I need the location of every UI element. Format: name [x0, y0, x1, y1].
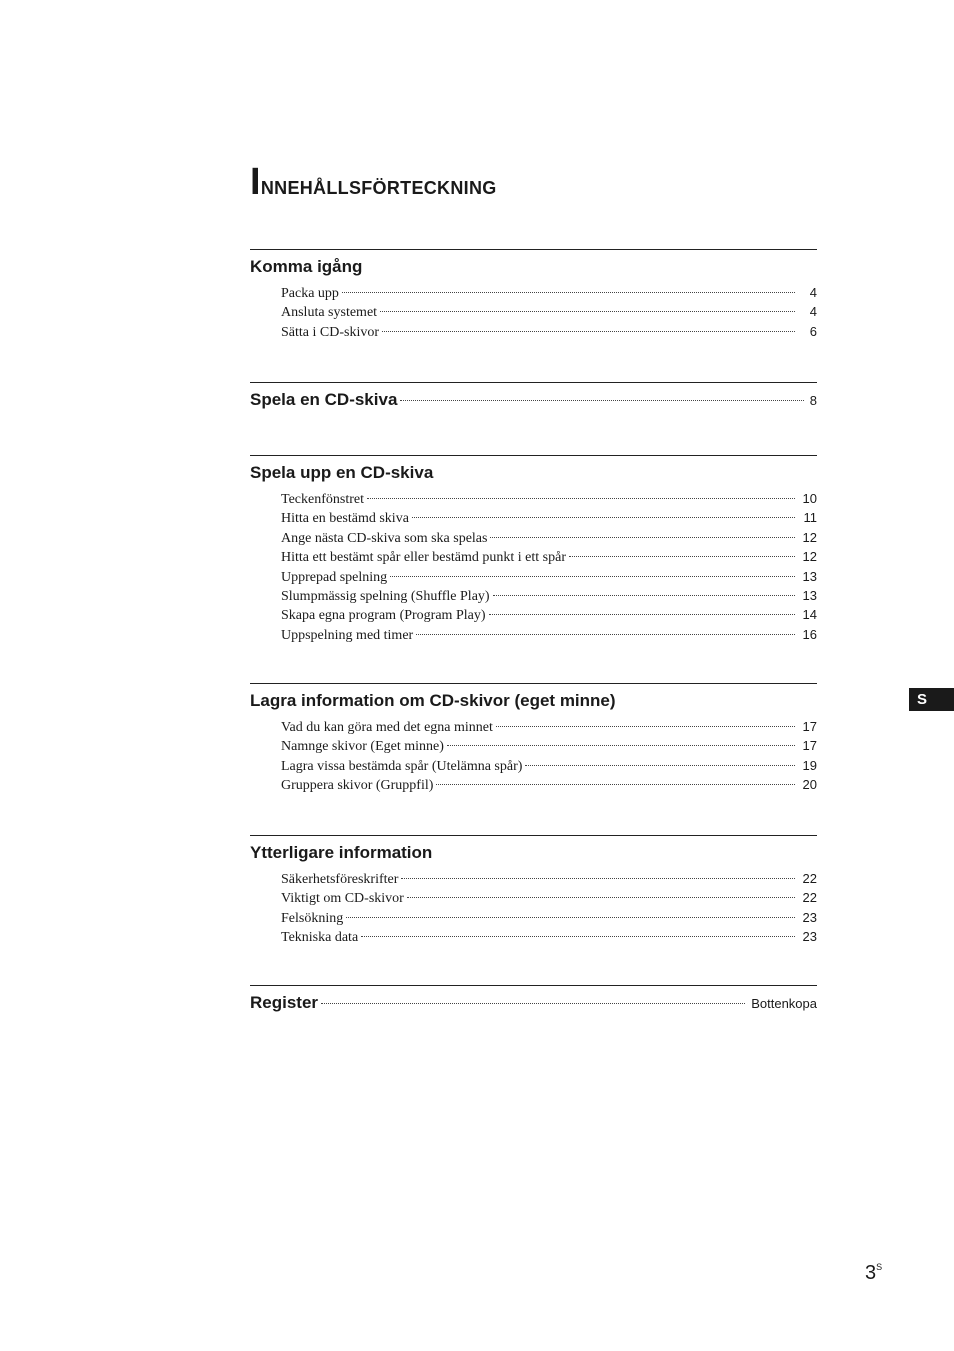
toc-entry[interactable]: [281, 908, 817, 927]
dot-leader: [416, 634, 795, 635]
entry-page: 10: [802, 491, 817, 506]
entry-page: 4: [809, 304, 817, 320]
entry-page: 4: [809, 285, 817, 300]
entry-label: Namnge skivor (Eget minne): [281, 739, 444, 755]
entry-label: Uppspelning med timer: [281, 627, 414, 643]
dot-leader: [489, 614, 796, 615]
dot-leader: [436, 784, 795, 785]
entry-page: 12: [802, 549, 817, 565]
toc-section-spela-upp: [250, 455, 817, 644]
entry-page: 17: [802, 738, 817, 754]
section-heading: Komma igång: [250, 257, 363, 276]
toc-section-spela-en-cd-skiva: [250, 382, 817, 411]
entry-label: Viktigt om CD-skivor: [281, 891, 404, 907]
toc-entry[interactable]: [281, 605, 817, 624]
entry-page: 17: [802, 719, 817, 734]
dot-leader: [401, 878, 795, 879]
toc-entry[interactable]: [281, 888, 817, 907]
entry-page: 22: [802, 871, 817, 886]
toc-entry-heading[interactable]: [250, 389, 817, 411]
entry-page: 23: [802, 909, 817, 925]
language-tab: S: [909, 688, 954, 711]
dot-leader: [382, 331, 795, 332]
section-heading: Lagra information om CD-skivor (eget minne): [250, 691, 616, 710]
toc-entry[interactable]: [281, 489, 817, 508]
entry-page: 11: [803, 510, 817, 526]
entry-page: 20: [802, 777, 817, 793]
toc-entry[interactable]: [281, 717, 817, 736]
entry-label: Hitta ett bestämt spår eller bestämd punkt i ett spår: [281, 550, 566, 566]
page-number: [865, 1262, 882, 1285]
toc-entry[interactable]: [281, 508, 817, 527]
entry-label: Upprepad spelning: [281, 569, 388, 585]
entry-page: 13: [802, 587, 817, 603]
entry-label: Lagra vissa bestämda spår (Utelämna spår): [281, 758, 523, 774]
dot-leader: [493, 595, 795, 596]
toc-entry[interactable]: [281, 302, 817, 321]
entry-list: [281, 489, 817, 644]
entry-page: 23: [802, 929, 817, 945]
entry-label: Hitta en bestämd skiva: [281, 511, 409, 527]
toc-entry[interactable]: [281, 586, 817, 605]
section-heading: Register: [250, 993, 319, 1012]
entry-label: Vad du kan göra med det egna minnet: [281, 720, 493, 735]
dot-leader: [525, 765, 795, 766]
section-heading: Ytterligare information: [250, 843, 433, 862]
dot-leader: [412, 517, 795, 518]
dot-leader: [496, 726, 795, 727]
toc-entry[interactable]: [281, 775, 817, 794]
page-title: [250, 163, 497, 201]
toc-section-komma-igang: [250, 249, 817, 341]
entry-label: Ansluta systemet: [281, 305, 378, 321]
entry-label: Ange nästa CD-skiva som ska spelas: [281, 530, 488, 546]
entry-label: Tekniska data: [281, 930, 359, 946]
entry-page: 13: [802, 568, 817, 584]
entry-page: 22: [802, 890, 817, 906]
title-rest: nnehållsförteckning: [260, 170, 497, 200]
dot-leader: [447, 745, 795, 746]
dot-leader: [407, 897, 795, 898]
entry-page: 8: [809, 393, 817, 408]
entry-page: 14: [802, 607, 817, 623]
toc-entry[interactable]: [281, 528, 817, 547]
entry-page: 16: [802, 626, 817, 642]
entry-list: [281, 869, 817, 947]
dot-leader: [367, 498, 795, 499]
entry-page: 19: [802, 757, 817, 773]
entry-label: Packa upp: [281, 286, 339, 301]
page-number-suffix: S: [876, 1262, 883, 1272]
toc-entry[interactable]: [281, 927, 817, 946]
toc-entry[interactable]: [281, 625, 817, 644]
entry-label: Felsökning: [281, 910, 344, 926]
dot-leader: [361, 936, 795, 937]
dot-leader: [342, 292, 795, 293]
entry-label: Skapa egna program (Program Play): [281, 608, 486, 624]
entry-label: Slumpmässig spelning (Shuffle Play): [281, 588, 490, 604]
entry-label: Teckenfönstret: [281, 492, 364, 507]
toc-section-ytterligare-information: [250, 835, 817, 947]
dot-leader: [490, 537, 795, 538]
entry-label: Gruppera skivor (Gruppfil): [281, 778, 434, 794]
toc-section-register: [250, 985, 817, 1014]
dot-leader: [380, 311, 795, 312]
entry-page: Bottenkopa: [751, 996, 817, 1011]
entry-page: 6: [809, 323, 817, 339]
toc-entry[interactable]: [281, 756, 817, 775]
toc-entry[interactable]: [281, 547, 817, 566]
toc-entry[interactable]: [281, 567, 817, 586]
page-number-value: 3: [865, 1262, 877, 1284]
entry-label: Sätta i CD-skivor: [281, 324, 379, 340]
dot-leader: [346, 917, 795, 918]
entry-page: 12: [802, 529, 817, 545]
dot-leader: [569, 556, 795, 557]
toc-entry[interactable]: [281, 736, 817, 755]
dot-leader: [321, 1003, 745, 1004]
entry-label: Säkerhetsföreskrifter: [281, 872, 399, 887]
toc-entry-heading[interactable]: [250, 992, 817, 1014]
toc-entry[interactable]: [281, 322, 817, 341]
section-heading: Spela upp en CD-skiva: [250, 463, 434, 482]
entry-list: [281, 717, 817, 795]
toc-entry[interactable]: [281, 869, 817, 888]
entry-list: [281, 283, 817, 341]
section-heading: Spela en CD-skiva: [250, 390, 398, 409]
toc-section-lagra-information: [250, 683, 817, 795]
dot-leader: [390, 576, 795, 577]
title-initial: I: [250, 161, 261, 203]
dot-leader: [400, 400, 803, 401]
toc-entry[interactable]: [281, 283, 817, 302]
